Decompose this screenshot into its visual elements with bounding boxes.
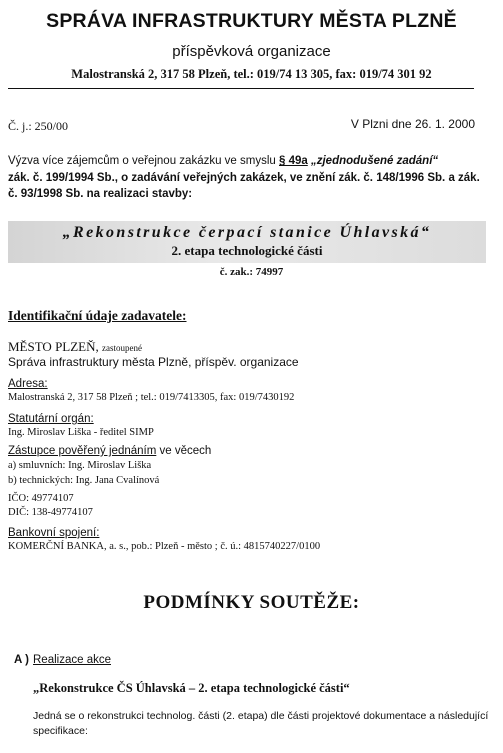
section-a-title: „Rekonstrukce ČS Úhlavská – 2. etapa technologické části“: [33, 681, 350, 695]
address-label: Adresa:: [8, 378, 48, 390]
project-title: „Rekonstrukce čerpací stanice Úhlavská“: [62, 224, 432, 241]
authorized-suffix: ve věcech: [156, 445, 212, 457]
contract-matters: a) smluvních: Ing. Miroslav Liška: [8, 460, 152, 471]
simplified-tender-label: „zjednodušené zadání“: [310, 155, 439, 167]
client-city: [8, 339, 142, 355]
project-subtitle: 2. etapa technologické části: [171, 243, 323, 258]
section-a-body-line-1: Jedná se o rekonstrukci technolog. části (2. etapa) dle části projektové dokumentace a následující: [33, 710, 489, 722]
intro-line-3: č. 93/1998 Sb. na realizaci stavby:: [8, 188, 193, 200]
header-divider: [8, 88, 474, 89]
bank-value: KOMERČNÍ BANKA, a. s., pob.: Plzeň - město ; č. ú.: 4815740227/0100: [8, 541, 321, 552]
represented-by: zastoupené: [102, 343, 142, 353]
order-number: č. zak.: 74997: [219, 266, 284, 278]
intro-line-2: zák. č. 199/1994 Sb., o zadávání veřejných zakázek, ve znění zák. č. 148/1996 Sb. a zák.: [8, 171, 480, 184]
bank-label: Bankovní spojení:: [8, 527, 100, 539]
intro-text-1: Výzva více zájemcům o veřejnou zakázku ve smyslu: [8, 155, 279, 167]
law-section-reference: § 49a: [279, 155, 308, 167]
dic-number: DIČ: 138-49774107: [8, 507, 93, 518]
conditions-title: PODMÍNKY SOUTĚŽE:: [143, 592, 360, 613]
header-address: Malostranská 2, 317 58 Plzeň, tel.: 019/74 13 305, fax: 019/74 301 92: [71, 67, 432, 81]
address-value: Malostranská 2, 317 58 Plzeň ; tel.: 019/7413305, fax: 019/7430192: [8, 392, 295, 403]
authorized-label: Zástupce pověřený jednáním: [8, 445, 157, 457]
organization-type: příspěvková organizace: [172, 43, 331, 60]
section-a-marker: A ): [14, 654, 29, 666]
client-identification-heading: Identifikační údaje zadavatele:: [8, 308, 187, 323]
client-administrator: Správa infrastruktury města Plzně, příspěv. organizace: [8, 355, 299, 369]
technical-matters: b) technických: Ing. Jana Cvalínová: [8, 475, 160, 486]
ico-number: IČO: 49774107: [8, 493, 74, 504]
city-name: MĚSTO PLZEŇ,: [8, 339, 103, 354]
section-a-body-line-2: specifikace:: [33, 724, 88, 737]
reference-number: Č. j.: 250/00: [8, 119, 69, 133]
section-a-label: Realizace akce: [33, 654, 111, 666]
authorized-line: [8, 445, 211, 457]
intro-paragraph: [8, 153, 478, 203]
document-date: V Plzni dne 26. 1. 2000: [350, 117, 475, 131]
section-a-body: [33, 709, 488, 738]
statutory-label: Statutární orgán:: [8, 413, 94, 425]
statutory-value: Ing. Miroslav Liška - ředitel SIMP: [8, 427, 154, 438]
organization-name: SPRÁVA INFRASTRUKTURY MĚSTA PLZNĚ: [46, 10, 457, 32]
